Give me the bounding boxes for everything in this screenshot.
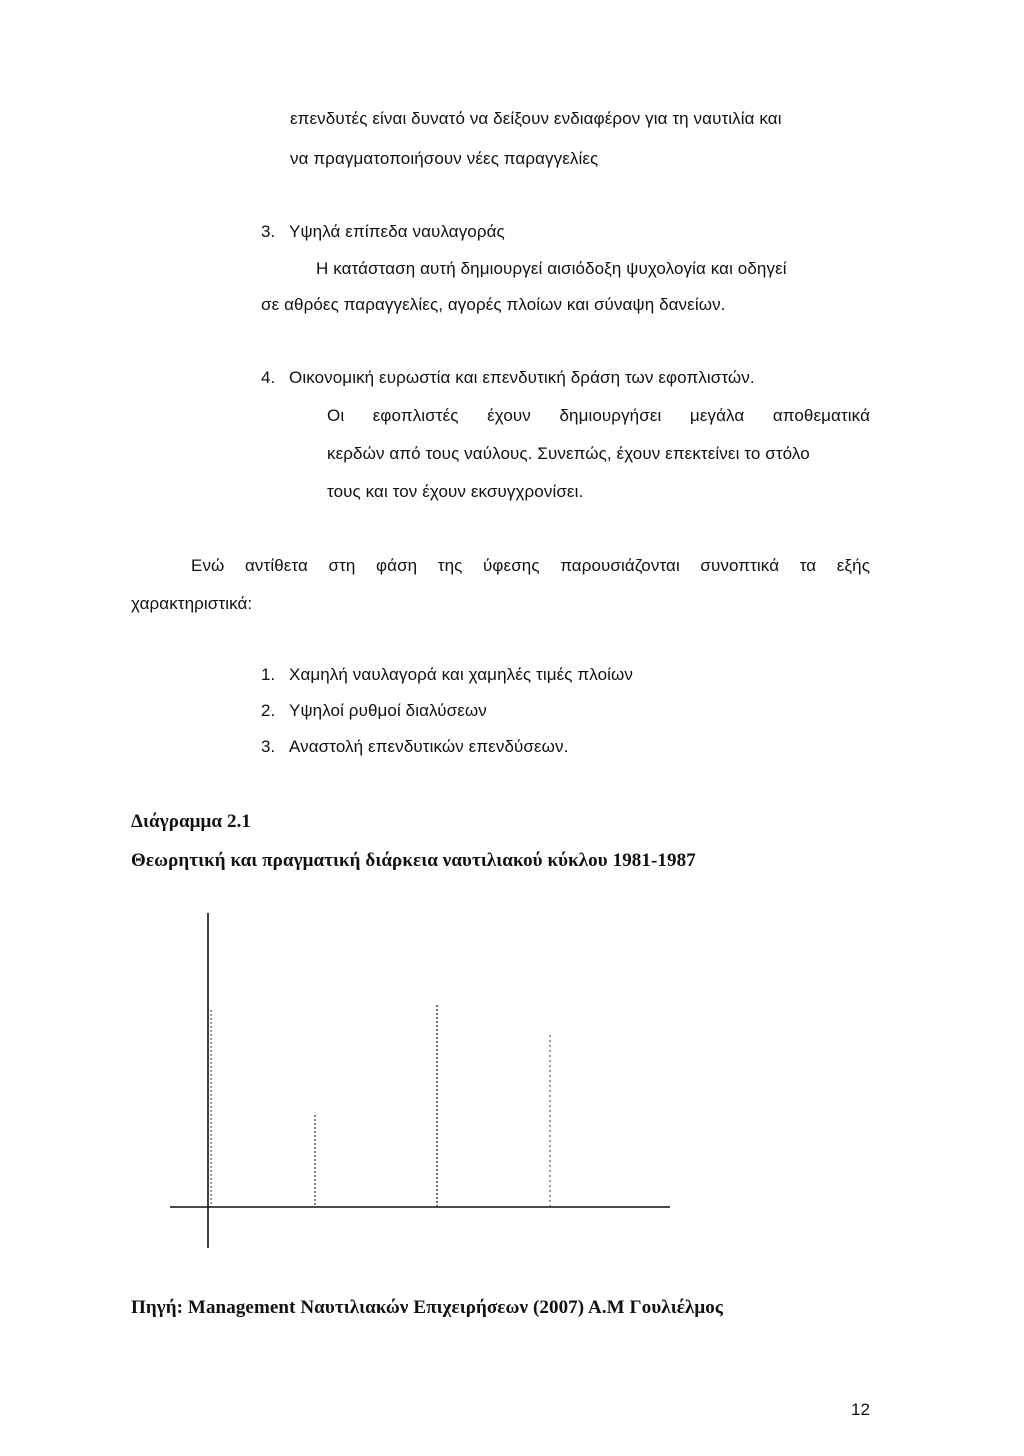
recession-intro-line-1: Ενώ αντίθετα στη φάση της ύφεσης παρουσιάζονται συνοπτικά τα εξής <box>191 556 870 575</box>
intro-line-1: επενδυτές είναι δυνατό να δείξουν ενδιαφέρον για τη ναυτιλία και <box>290 109 782 128</box>
recession-list-item-1: 1. Χαμηλή ναυλαγορά και χαμηλές τιμές πλοίων <box>261 665 633 684</box>
recession-intro-line-2: χαρακτηριστικά: <box>131 594 253 613</box>
source-citation: Πηγή: Management Ναυτιλιακών Επιχειρήσεων (2007) Α.Μ Γουλιέλμος <box>131 1297 723 1318</box>
list-item-3-number: 3. <box>261 222 276 241</box>
list-item-3-title <box>261 222 505 242</box>
list-item-3-title-text: Υψηλά επίπεδα ναυλαγοράς <box>289 222 505 241</box>
list-item-4-number: 4. <box>261 368 276 387</box>
page-number: 12 <box>851 1400 870 1419</box>
diagram-title: Θεωρητική και πραγματική διάρκεια ναυτιλιακού κύκλου 1981-1987 <box>131 850 696 871</box>
cycle-diagram <box>160 905 680 1255</box>
recession-list-item-2: 2. Υψηλοί ρυθμοί διαλύσεων <box>261 701 487 720</box>
diagram-label: Διάγραμμα 2.1 <box>131 811 252 832</box>
list-item-3-line-1: Η κατάσταση αυτή δημιουργεί αισιόδοξη ψυχολογία και οδηγεί <box>316 259 787 278</box>
recession-list-item-3: 3. Αναστολή επενδυτικών επενδύσεων. <box>261 737 569 756</box>
list-item-4-line-2: κερδών από τους ναύλους. Συνεπώς, έχουν επεκτείνει το στόλο <box>327 444 810 463</box>
list-item-4-title <box>261 368 755 388</box>
list-item-3-line-2: σε αθρόες παραγγελίες, αγορές πλοίων και σύναψη δανείων. <box>261 295 726 314</box>
list-item-4-line-1: Οι εφοπλιστές έχουν δημιουργήσει μεγάλα αποθεματικά <box>327 406 870 425</box>
list-item-4-title-text: Οικονομική ευρωστία και επενδυτική δράση των εφοπλιστών. <box>289 368 755 387</box>
intro-line-2: να πραγματοποιήσουν νέες παραγγελίες <box>290 149 599 168</box>
list-item-4-line-3: τους και τον έχουν εκσυγχρονίσει. <box>327 482 584 501</box>
